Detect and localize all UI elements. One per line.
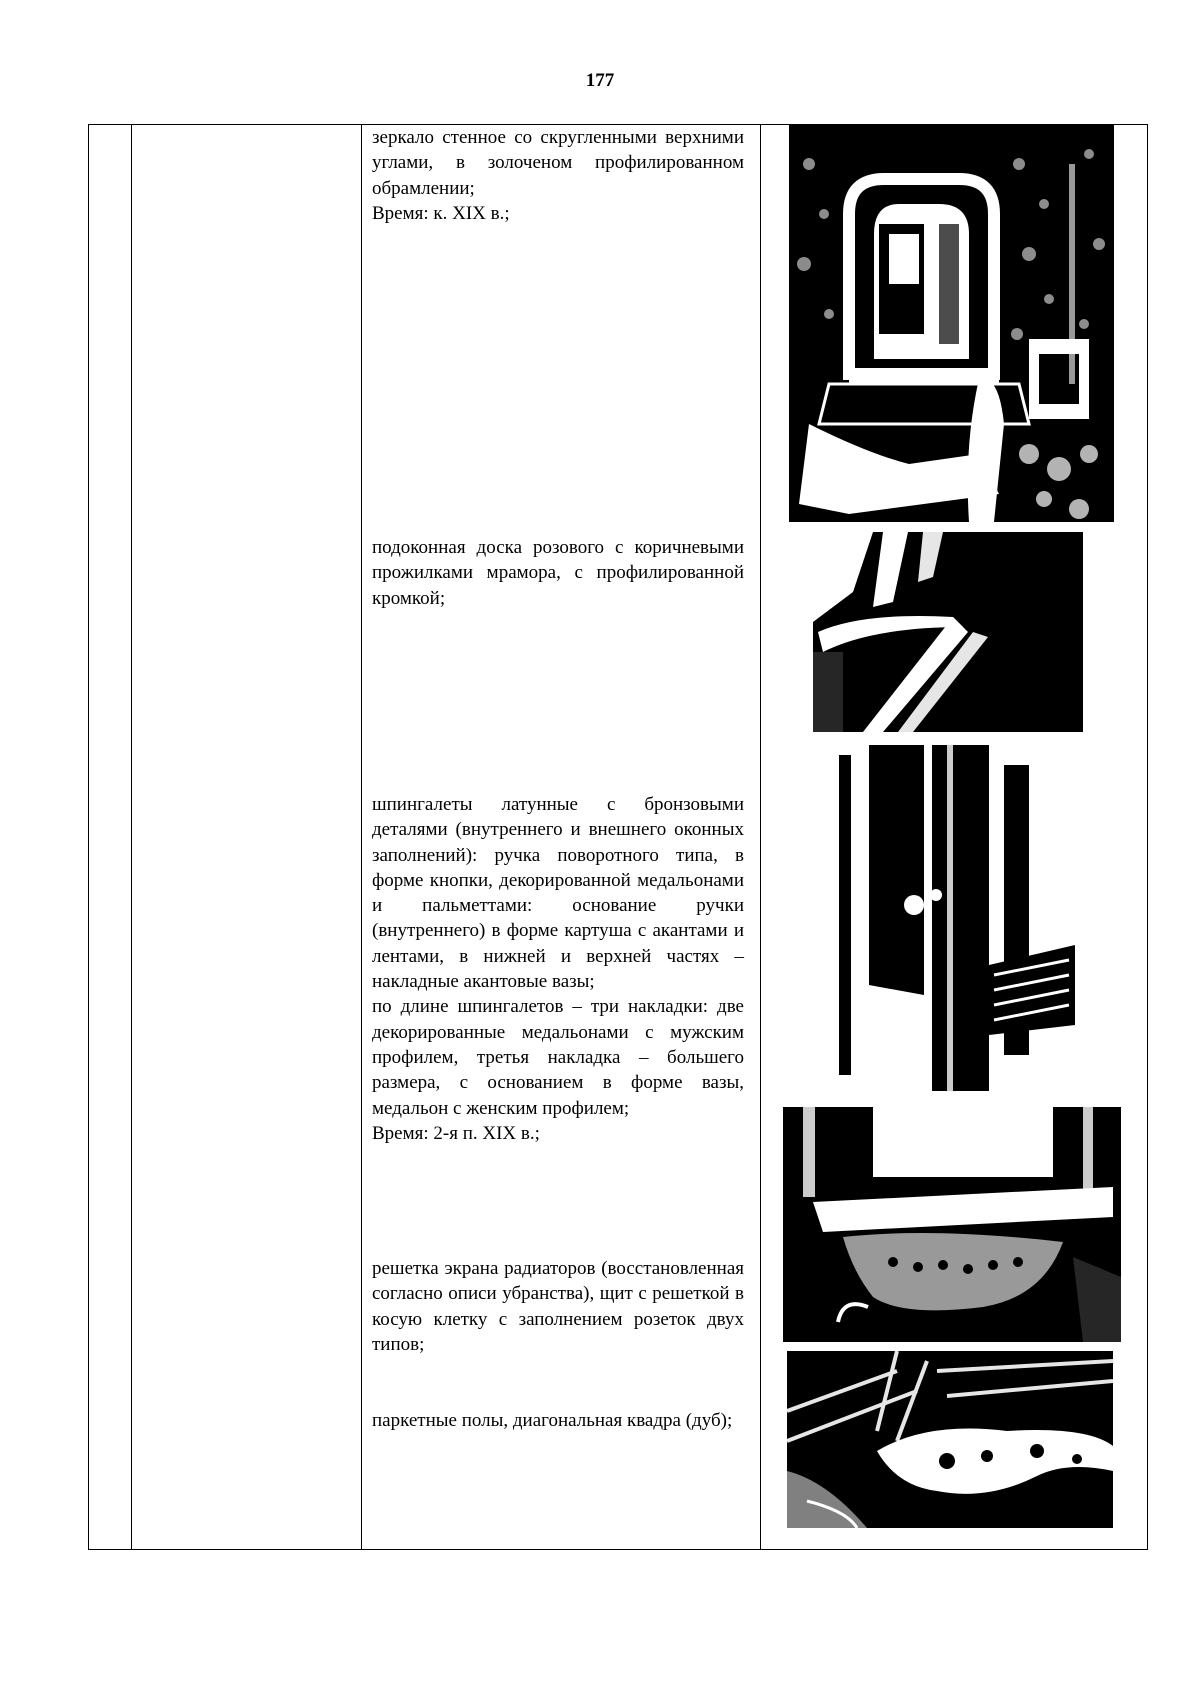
column-divider bbox=[760, 124, 761, 1550]
entry-text: паркетные полы, диагональная квадра (дуб); bbox=[372, 1410, 733, 1431]
entry-text: решетка экрана радиаторов (восстановленная согласно описи убранства), щит с решеткой в косую клетку с заполнением розеток двух типов; bbox=[372, 1258, 744, 1355]
entry-espagnolettes bbox=[372, 792, 744, 1146]
parquet-floor-photo bbox=[787, 1351, 1113, 1528]
entry-text: шпингалеты латунные с бронзовыми деталями (внутреннего и внешнего оконных заполнений): ручка поворотного типа, в форме кнопки, декорированной медальонами и пальметтами: основание ручки (внутреннего) в форме картуша с акантами и лентами, в нижней и верхней частях – накладные акантовые вазы; bbox=[372, 794, 744, 993]
entry-text: по длине шпингалетов – три накладки: две декорированные медальонами с мужским профилем, третья накладка – большего размера, с основанием в форме вазы, медальон с женским профилем; bbox=[372, 996, 744, 1119]
marble-windowsill-photo bbox=[813, 532, 1083, 732]
entry-date: Время: 2-я п. XIX в.; bbox=[372, 1122, 540, 1144]
entry-radiator-screen bbox=[372, 1256, 744, 1357]
entry-mirror bbox=[372, 125, 744, 226]
entry-text: подоконная доска розового с коричневыми прожилками мрамора, с профилированной кромкой; bbox=[372, 537, 744, 609]
radiator-screen-photo bbox=[783, 1107, 1121, 1342]
entry-date: Время: к. XIX в.; bbox=[372, 202, 510, 224]
entry-parquet bbox=[372, 1408, 744, 1433]
wall-mirror-photo bbox=[789, 124, 1114, 522]
window-espagnolette-photo bbox=[829, 745, 1075, 1091]
entry-windowsill bbox=[372, 535, 744, 611]
description-column bbox=[362, 124, 752, 1544]
column-divider bbox=[131, 124, 132, 1550]
entry-text: зеркало стенное со скругленными верхними углами, в золоченом профилированном обрамлении; bbox=[372, 127, 744, 199]
page-number: 177 bbox=[585, 70, 615, 91]
